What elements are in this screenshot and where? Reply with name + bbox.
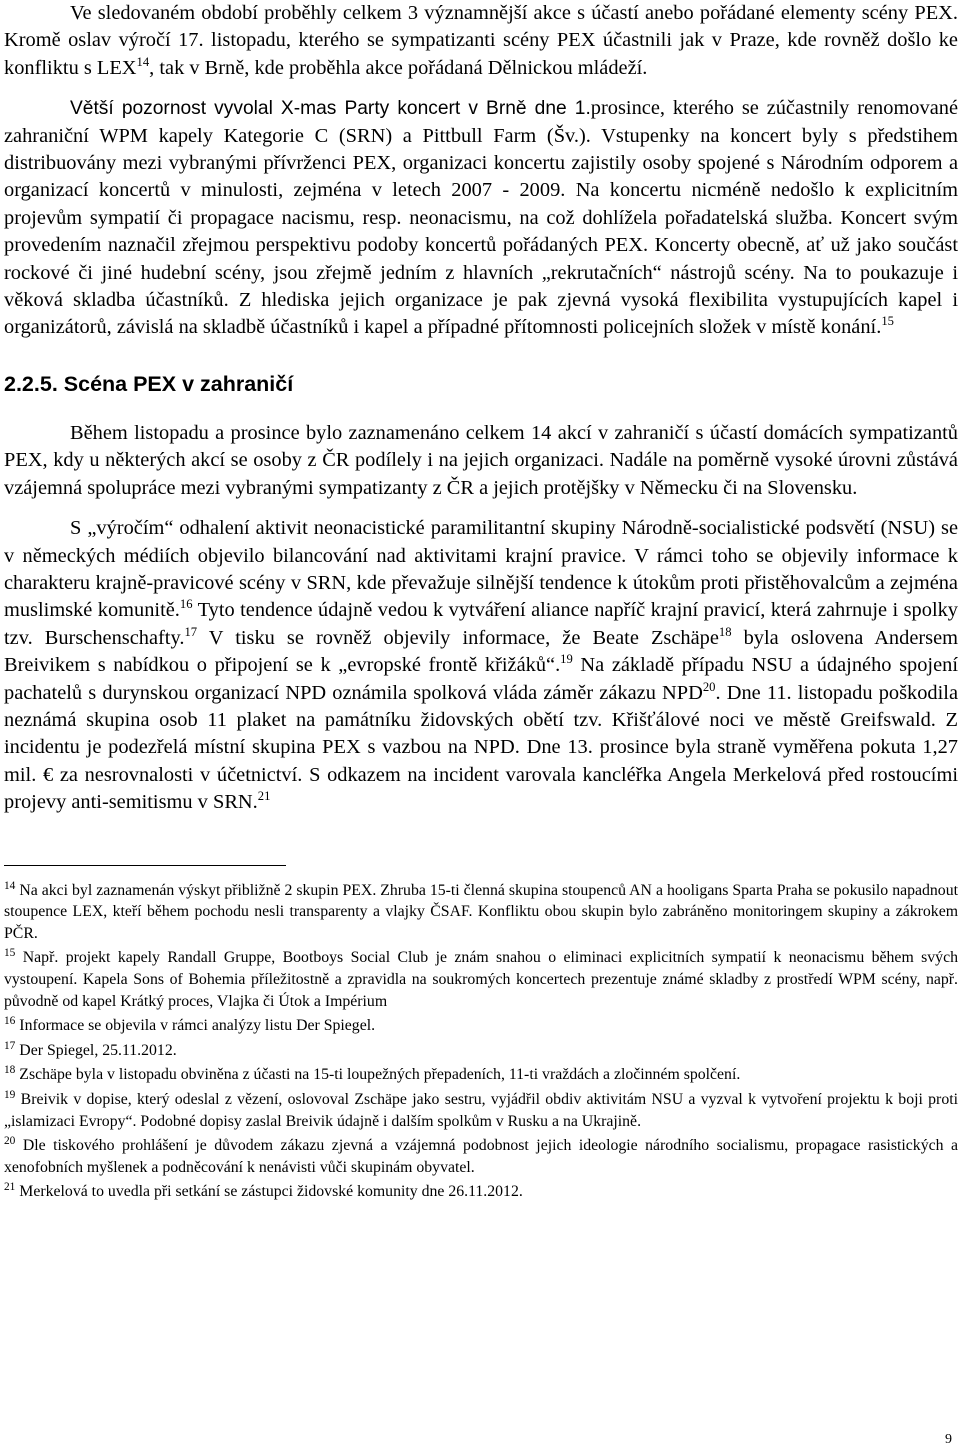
- footnote-text: Např. projekt kapely Randall Gruppe, Bootboys Social Club je znám snahou o eliminaci explicitních sympatií k neonacismu během svých vystoupení. Kapela Sons of Bohemia příležitostně a zpravidla na soukromých koncertech prezentuje známé skladby z prostředí WPM scény, např. původně od kapel Krátký proces, Vlajka či Útok a Impérium: [4, 949, 958, 1010]
- footnote-text: Der Spiegel, 25.11.2012.: [15, 1041, 177, 1059]
- footnote-16: [4, 1015, 958, 1037]
- paragraph-nsu-text-a: S „výročím“ odhalení aktivit neonacistické paramilitantní skupiny Národně-socialistické podsvětí (NSU) se v německých médiích objevilo bilancování nad aktivitami krajní pravice. V rámci toho se objevily informace k charakteru krajně-pravicové scény v SRN, kde převažuje silnější tendence k útokům proti přistěhovalcům a zejména muslimské komunitě.: [4, 517, 958, 622]
- footnote-ref-15[interactable]: 15: [881, 314, 894, 329]
- footnote-number: 16: [4, 1014, 16, 1027]
- paragraph-nsu-text-e: Na základě případu NSU a údajného spojení pachatelů s durynskou organizací NPD oznámila spolková vláda záměr zákazu NPD: [4, 654, 958, 704]
- paragraph-concert: [4, 95, 958, 342]
- footnote-text: Zschäpe byla v listopadu obviněna z účasti na 15-ti loupežných přepadeních, 11-ti vraždách a zločinném spolčení.: [15, 1066, 741, 1084]
- footnote-number: 14: [4, 879, 16, 892]
- paragraph-events: [4, 0, 958, 82]
- footnotes: [4, 880, 958, 1203]
- footnote-number: 15: [4, 947, 16, 960]
- footnote-ref-19[interactable]: 19: [560, 652, 573, 667]
- section-heading: 2.2.5. Scéna PEX v zahraničí: [4, 371, 294, 396]
- footnote-number: 17: [4, 1039, 16, 1052]
- paragraph-events-text: Ve sledovaném období proběhly celkem 3 významnější akce s účastí anebo pořádané elementy scény PEX. Kromě oslav výročí 17. listopadu, kterého se sympatizanti scény PEX účastnili jak v Praze, kde rovněž došlo ke konfliktu s LEX: [4, 2, 958, 79]
- paragraph-concert-text: prosince, kterého se zúčastnily renomované zahraniční WPM kapely Kategorie C (SRN) a Pittbull Farm (Šv.). Vstupenky na koncert byly s předstihem distribuovány mezi vybranými přívrženci PEX, organizaci koncertu zajistily osoby spojené s Národním odporem a organizací koncertů v minulosti, zejména v letech 2007 - 2009. Na koncertu nicméně nedošlo k explicitním projevům sympatií či propagace nacismu, resp. neonacismu, na což dohlížela pořadatelská služba. Koncert svým provedením naznačil zřejmou perspektivu podoby koncertů pořádaných PEX. Koncerty obecně, ať už jako součást rockové či jiné hudební scény, jsou zřejmě jedním z hlavních „rekrutačních“ nástrojů scény. Na to poukazuje i věková skladba účastníků. Z hlediska jejich organizace je pak zjevná vysoká flexibilita vystupujících kapel i organizátorů, závislá na skladbě účastníků i kapel a případné přítomnosti policejních složek v místě konání.: [4, 97, 958, 339]
- footnote-ref-20[interactable]: 20: [702, 679, 716, 694]
- footnote-ref-21[interactable]: 21: [257, 789, 271, 804]
- footnote-text: Merkelová to uvedla při setkání se zástupci židovské komunity dne 26.11.2012.: [15, 1183, 523, 1201]
- footnote-text: Breivik v dopise, který odeslal z vězení, oslovoval Zschäpe jako sestru, vyjádřil obdiv aktivitám NSU a vyzval k vytvoření projektu k boji proti „islamizaci Evropy“. Podobné dopisy zaslal Breivik údajně i dalším spolkům v Rusku a na Ukrajině.: [4, 1090, 958, 1130]
- footnote-text: Informace se objevila v rámci analýzy listu Der Spiegel.: [15, 1017, 376, 1035]
- footnote-17: [4, 1040, 958, 1062]
- paragraph-nsu-text-f: . Dne 11. listopadu poškodila neznámá skupina osob 11 plaket na památníku židovských obětí tzv. Křišťálové noci ve městě Greifswald. Z incidentu je podezřelá místní skupina PEX s vazbou na NPD. Dne 13. prosince byla straně vyměřena pokuta 1,27 mil. € za nesrovnalosti v účetnictví. S odkazem na incident varovala kancléřka Angela Merkelová před rostoucími projevy anti-semitismu v SRN.: [4, 681, 959, 814]
- footnote-18: [4, 1064, 958, 1086]
- footnote-text: Na akci byl zaznamenán výskyt přibližně 2 skupin PEX. Zhruba 15-ti členná skupina stoupenců AN a hooligans Sparta Praha se pokusilo napadnout stoupence LEX, kteří během pochodu nesli transparenty a vlajky ČSAF. Konfliktu obou skupin bylo zabráněno monitoringem skupiny a zákrokem PČR.: [4, 881, 958, 942]
- footnote-20: [4, 1135, 958, 1178]
- footnote-text: Dle tiskového prohlášení je důvodem zákazu zjevná a vzájemná podobnost jejich ideologie národního socialismu, propagace rasistických a xenofobních myšlenek a podněcování k nenávisti vůči skupinám obyvatel.: [4, 1137, 958, 1176]
- page-number: 9: [945, 1432, 952, 1447]
- footnote-number: 18: [4, 1064, 16, 1077]
- paragraph-nsu: [4, 515, 958, 816]
- footnote-ref-16[interactable]: 16: [179, 597, 193, 612]
- footnote-number: 21: [4, 1181, 16, 1194]
- paragraph-events-text-end: , tak v Brně, kde proběhla akce pořádaná Dělnickou mládeží.: [149, 56, 648, 79]
- footnote-21: [4, 1181, 958, 1203]
- footnote-separator: [4, 865, 286, 866]
- footnote-19: [4, 1089, 958, 1132]
- footnote-ref-17[interactable]: 17: [184, 624, 198, 639]
- page-content: [4, 0, 958, 1206]
- paragraph-nsu-text-d: byla oslovena Andersem Breivikem s nabídkou o připojení se k „evropské frontě křižáků“.: [4, 626, 959, 677]
- paragraph-nsu-text-c: V tisku se rovněž objevily informace, že Beate Zschäpe: [197, 626, 719, 649]
- footnote-15: [4, 947, 958, 1012]
- paragraph-abroad: Během listopadu a prosince bylo zaznamenáno celkem 14 akcí v zahraničí s účastí domácích sympatizantů PEX, kdy u některých akcí se osoby z ČR podílely i na jejich organizaci. Nadále na poměrně vysoké úrovni zůstává vzájemná spolupráce mezi vybranými sympatizanty z ČR a jejich protějšky v Německu či na Slovensku.: [4, 421, 958, 499]
- footnote-number: 19: [4, 1088, 16, 1101]
- footnote-14: [4, 880, 958, 945]
- footnote-ref-18[interactable]: 18: [718, 624, 732, 639]
- paragraph-concert-sans-text: Větší pozornost vyvolal X-mas Party koncert v Brně dne 1.: [70, 98, 591, 120]
- paragraph-nsu-text-b: Tyto tendence údajně vedou k vytváření aliance napříč krajní pravicí, která zahrnuje i spolky tzv. Burschenschafty.: [4, 599, 958, 649]
- footnote-number: 20: [4, 1134, 16, 1147]
- footnote-ref-14[interactable]: 14: [136, 54, 150, 69]
